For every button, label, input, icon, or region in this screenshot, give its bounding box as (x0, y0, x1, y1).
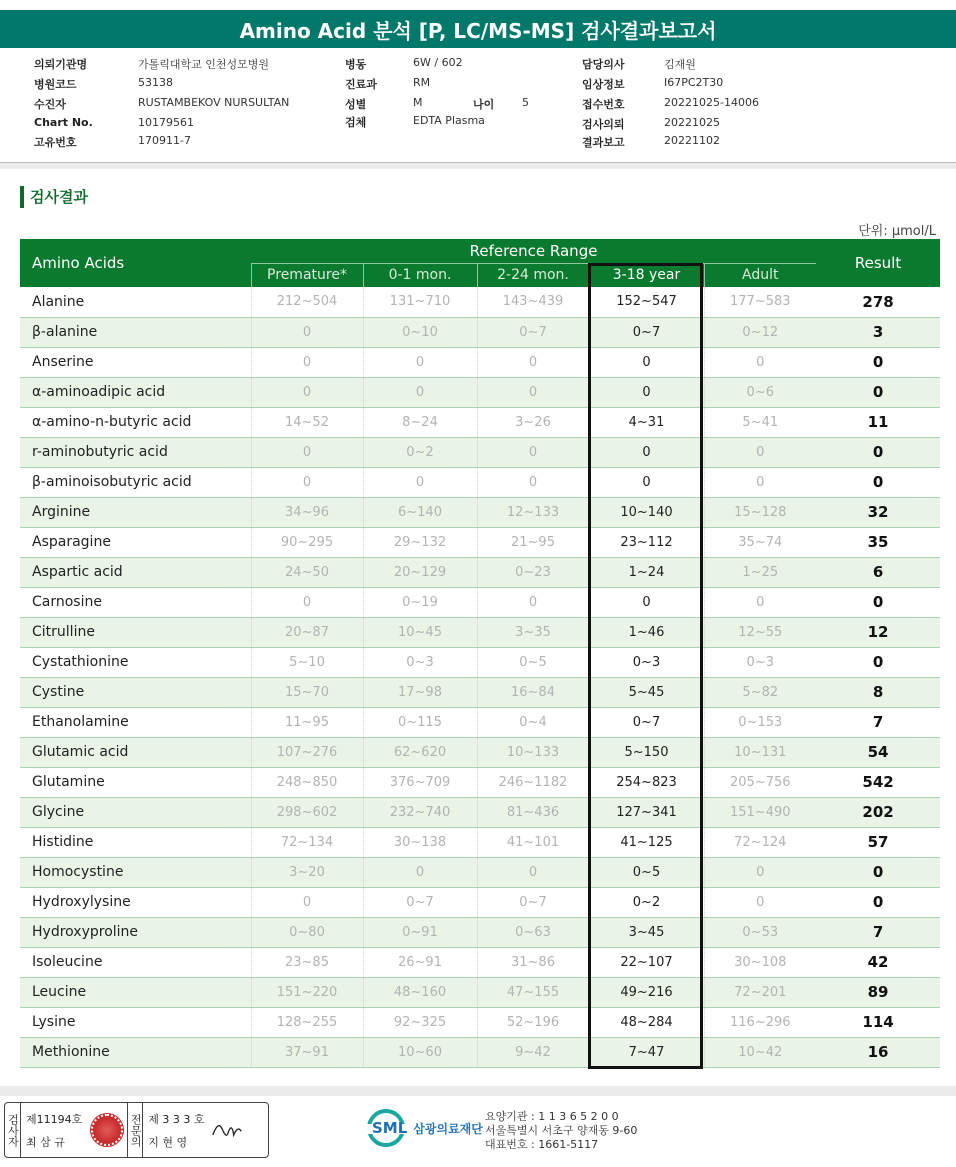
reference-range-cell: 15~128 (704, 497, 816, 527)
reference-range-cell: 0~2 (363, 437, 477, 467)
reference-range-cell: 72~134 (251, 827, 363, 857)
table-row (20, 467, 940, 497)
amino-acid-name: Ethanolamine (20, 707, 251, 737)
info-label: 병원코드 (34, 78, 77, 91)
reference-range-cell: 0~153 (704, 707, 816, 737)
table-row (20, 287, 940, 317)
table-row (20, 767, 940, 797)
reference-range-cell: 7~47 (589, 1037, 704, 1067)
table-row (20, 887, 940, 917)
info-label: 의뢰기관명 (34, 58, 88, 71)
reference-range-cell: 0 (704, 437, 816, 467)
reference-range-cell: 0~80 (251, 917, 363, 947)
info-label: 검체 (345, 116, 367, 129)
info-value: 10179561 (138, 116, 194, 129)
info-label: 임상정보 (582, 78, 625, 91)
table-row (20, 977, 940, 1007)
logo-text: SML (372, 1119, 408, 1137)
sml-logo (366, 1108, 483, 1148)
result-value: 0 (816, 437, 940, 467)
table-row (20, 737, 940, 767)
reference-range-cell: 90~295 (251, 527, 363, 557)
reference-range-cell: 81~436 (477, 797, 589, 827)
result-value: 8 (816, 677, 940, 707)
license-number: 제 3 3 3 호 (148, 1112, 205, 1126)
info-label: 병동 (345, 58, 367, 71)
reference-range-cell: 0 (477, 437, 589, 467)
reference-range-cell: 107~276 (251, 737, 363, 767)
reference-range-cell: 92~325 (363, 1007, 477, 1037)
result-value: 54 (816, 737, 940, 767)
result-value: 35 (816, 527, 940, 557)
amino-acid-name: Citrulline (20, 617, 251, 647)
reference-range-cell: 10~131 (704, 737, 816, 767)
info-value: 20221025 (664, 116, 720, 129)
reference-range-cell: 0~7 (589, 707, 704, 737)
reference-range-cell: 72~124 (704, 827, 816, 857)
info-label: Chart No. (34, 116, 93, 129)
reference-range-cell: 5~10 (251, 647, 363, 677)
org-name: 삼광의료재단 (413, 1121, 483, 1136)
table-row (20, 1007, 940, 1037)
signature-cell-2 (143, 1103, 209, 1157)
reference-range-cell: 5~82 (704, 677, 816, 707)
result-value: 6 (816, 557, 940, 587)
result-value: 12 (816, 617, 940, 647)
reference-range-cell: 10~45 (363, 617, 477, 647)
reference-range-cell: 3~26 (477, 407, 589, 437)
amino-acid-name: Histidine (20, 827, 251, 857)
reference-range-cell: 4~31 (589, 407, 704, 437)
reference-range-cell: 62~620 (363, 737, 477, 767)
result-value: 0 (816, 347, 940, 377)
header-0-1-mon: 0-1 mon. (363, 263, 477, 287)
reference-range-cell: 30~108 (704, 947, 816, 977)
signature-box (4, 1102, 269, 1158)
result-value: 202 (816, 797, 940, 827)
reference-range-cell: 5~150 (589, 737, 704, 767)
reference-range-cell: 0 (251, 437, 363, 467)
reference-range-cell: 48~160 (363, 977, 477, 1007)
signature-role-2 (127, 1103, 143, 1157)
reference-range-cell: 31~86 (477, 947, 589, 977)
reference-range-cell: 0 (589, 587, 704, 617)
reference-range-cell: 177~583 (704, 287, 816, 317)
info-value: EDTA Plasma (413, 114, 485, 127)
reference-range-cell: 205~756 (704, 767, 816, 797)
result-value: 42 (816, 947, 940, 977)
age-value: 5 (522, 96, 529, 109)
reference-range-cell: 152~547 (589, 287, 704, 317)
reference-range-cell: 0~91 (363, 917, 477, 947)
reference-range-cell: 0 (704, 467, 816, 497)
info-label: 담당의사 (582, 58, 625, 71)
info-label: 접수번호 (582, 98, 625, 111)
reference-range-cell: 37~91 (251, 1037, 363, 1067)
reference-range-cell: 0~19 (363, 587, 477, 617)
info-value: RUSTAMBEKOV NURSULTAN (138, 96, 290, 109)
reference-range-cell: 0~6 (704, 377, 816, 407)
reference-range-cell: 10~140 (589, 497, 704, 527)
result-value: 11 (816, 407, 940, 437)
reference-range-cell: 29~132 (363, 527, 477, 557)
reference-range-cell: 6~140 (363, 497, 477, 527)
reference-range-cell: 0~7 (589, 317, 704, 347)
signature-cell-1 (21, 1103, 87, 1157)
header-2-24-mon: 2-24 mon. (477, 263, 589, 287)
reference-range-cell: 14~52 (251, 407, 363, 437)
reference-range-cell: 0~7 (477, 887, 589, 917)
table-row (20, 947, 940, 977)
result-value: 0 (816, 857, 940, 887)
report-title: Amino Acid 분석 [P, LC/MS-MS] 검사결과보고서 (0, 10, 956, 48)
table-row (20, 497, 940, 527)
reference-range-cell: 0 (589, 467, 704, 497)
reference-range-cell: 0 (251, 377, 363, 407)
result-value: 0 (816, 377, 940, 407)
info-label: 성별 (345, 98, 367, 111)
reference-range-cell: 0 (704, 347, 816, 377)
reference-range-cell: 0 (251, 317, 363, 347)
reference-range-cell: 52~196 (477, 1007, 589, 1037)
reference-range-cell: 3~45 (589, 917, 704, 947)
table-row (20, 707, 940, 737)
info-label: 고유번호 (34, 136, 77, 149)
reference-range-cell: 8~24 (363, 407, 477, 437)
reference-range-cell: 23~112 (589, 527, 704, 557)
reference-range-cell: 49~216 (589, 977, 704, 1007)
reference-range-cell: 0~115 (363, 707, 477, 737)
reference-range-cell: 35~74 (704, 527, 816, 557)
reference-range-cell: 212~504 (251, 287, 363, 317)
reference-range-cell: 12~133 (477, 497, 589, 527)
info-label: 검사의뢰 (582, 118, 625, 131)
result-value: 542 (816, 767, 940, 797)
table-row (20, 527, 940, 557)
reference-range-cell: 0 (363, 347, 477, 377)
reference-range-cell: 128~255 (251, 1007, 363, 1037)
reference-range-cell: 0 (251, 887, 363, 917)
info-value: 170911-7 (138, 134, 191, 147)
reference-range-cell: 48~284 (589, 1007, 704, 1037)
reference-range-cell: 0 (477, 467, 589, 497)
amino-acid-name: Asparagine (20, 527, 251, 557)
reference-range-cell: 0 (704, 587, 816, 617)
reference-range-cell: 127~341 (589, 797, 704, 827)
amino-acid-name: α-amino-n-butyric acid (20, 407, 251, 437)
table-row (20, 617, 940, 647)
reference-range-cell: 22~107 (589, 947, 704, 977)
amino-acid-name: Anserine (20, 347, 251, 377)
reference-range-cell: 131~710 (363, 287, 477, 317)
reference-range-cell: 20~129 (363, 557, 477, 587)
amino-acid-name: Cystine (20, 677, 251, 707)
amino-acid-name: Glutamine (20, 767, 251, 797)
reference-range-cell: 12~55 (704, 617, 816, 647)
amino-acid-name: Glutamic acid (20, 737, 251, 767)
reference-range-cell: 376~709 (363, 767, 477, 797)
table-row (20, 407, 940, 437)
reference-range-cell: 41~101 (477, 827, 589, 857)
amino-acid-name: Hydroxyproline (20, 917, 251, 947)
info-label: 진료과 (345, 78, 377, 91)
reference-range-cell: 41~125 (589, 827, 704, 857)
amino-acid-name: r-aminobutyric acid (20, 437, 251, 467)
section-title: 검사결과 (20, 186, 88, 208)
signer-name: 지 현 영 (148, 1135, 188, 1149)
reference-range-cell: 0~7 (477, 317, 589, 347)
reference-range-cell: 0~3 (589, 647, 704, 677)
reference-range-cell: 23~85 (251, 947, 363, 977)
reference-range-cell: 0 (251, 587, 363, 617)
header-premature: Premature* (251, 263, 363, 287)
table-row (20, 587, 940, 617)
reference-range-cell: 1~46 (589, 617, 704, 647)
signature-scribble-icon (209, 1116, 247, 1145)
amino-acid-name: β-alanine (20, 317, 251, 347)
age-label: 나이 (473, 98, 495, 111)
reference-range-cell: 0 (589, 437, 704, 467)
info-value: 김재원 (664, 58, 696, 71)
amino-acid-name: Hydroxylysine (20, 887, 251, 917)
reference-range-cell: 0 (477, 587, 589, 617)
reference-range-cell: 17~98 (363, 677, 477, 707)
result-value: 0 (816, 647, 940, 677)
seal-stamp-icon (91, 1114, 123, 1146)
result-value: 32 (816, 497, 940, 527)
amino-acid-name: Isoleucine (20, 947, 251, 977)
reference-range-cell: 10~42 (704, 1037, 816, 1067)
signer-name: 최 삼 규 (26, 1135, 65, 1149)
result-value: 89 (816, 977, 940, 1007)
reference-range-cell: 30~138 (363, 827, 477, 857)
divider-band (0, 163, 956, 169)
reference-range-cell: 11~95 (251, 707, 363, 737)
reference-range-cell: 254~823 (589, 767, 704, 797)
amino-acid-name: Alanine (20, 287, 251, 317)
patient-info (0, 56, 956, 156)
result-value: 0 (816, 887, 940, 917)
reference-range-cell: 3~20 (251, 857, 363, 887)
reference-range-cell: 0 (704, 857, 816, 887)
reference-range-cell: 9~42 (477, 1037, 589, 1067)
header-reference-range: Reference Range (251, 239, 816, 263)
reference-range-cell: 0~2 (589, 887, 704, 917)
reference-range-cell: 26~91 (363, 947, 477, 977)
reference-range-cell: 248~850 (251, 767, 363, 797)
reference-range-cell: 0 (477, 347, 589, 377)
table-row (20, 557, 940, 587)
institution-number: 요양기관 : 1 1 3 6 5 2 0 0 (485, 1110, 619, 1123)
result-value: 0 (816, 467, 940, 497)
reference-range-cell: 5~45 (589, 677, 704, 707)
reference-range-cell: 0~7 (363, 887, 477, 917)
amino-acid-name: α-aminoadipic acid (20, 377, 251, 407)
info-value: 20221102 (664, 134, 720, 147)
amino-acid-name: Leucine (20, 977, 251, 1007)
org-contact (485, 1110, 637, 1152)
reference-range-cell: 1~24 (589, 557, 704, 587)
reference-range-cell: 0 (704, 887, 816, 917)
org-address: 서울특별시 서초구 양재동 9-60 (485, 1124, 638, 1137)
info-value: 가톨릭대학교 인천성모병원 (138, 58, 270, 71)
signature-role-1 (5, 1103, 21, 1157)
reference-range-cell: 21~95 (477, 527, 589, 557)
reference-range-cell: 0 (251, 347, 363, 377)
reference-range-cell: 0~4 (477, 707, 589, 737)
result-value: 278 (816, 287, 940, 317)
result-value: 16 (816, 1037, 940, 1067)
reference-range-cell: 143~439 (477, 287, 589, 317)
footer-divider (0, 1086, 956, 1096)
amino-acid-name: Glycine (20, 797, 251, 827)
unit-label: 단위: μmol/L (858, 224, 936, 239)
info-value: 53138 (138, 76, 173, 89)
reference-range-cell: 0 (477, 857, 589, 887)
info-label: 수진자 (34, 98, 66, 111)
reference-range-cell: 0 (363, 857, 477, 887)
role-char: 전문의 (129, 1113, 143, 1147)
reference-range-cell: 232~740 (363, 797, 477, 827)
reference-range-cell: 0 (363, 377, 477, 407)
reference-range-cell: 298~602 (251, 797, 363, 827)
amino-acid-name: Cystathionine (20, 647, 251, 677)
reference-range-cell: 0 (589, 347, 704, 377)
reference-range-cell: 34~96 (251, 497, 363, 527)
table-row (20, 347, 940, 377)
result-value: 7 (816, 707, 940, 737)
reference-range-cell: 10~133 (477, 737, 589, 767)
result-value: 7 (816, 917, 940, 947)
table-row (20, 437, 940, 467)
reference-range-cell: 0~5 (477, 647, 589, 677)
result-value: 3 (816, 317, 940, 347)
reference-range-cell: 47~155 (477, 977, 589, 1007)
reference-range-cell: 0~23 (477, 557, 589, 587)
header-result: Result (816, 239, 940, 287)
result-value: 57 (816, 827, 940, 857)
reference-range-cell: 16~84 (477, 677, 589, 707)
header-3-18-year: 3-18 year (589, 263, 704, 287)
results-table (20, 239, 940, 1068)
reference-range-cell: 0~63 (477, 917, 589, 947)
reference-range-cell: 246~1182 (477, 767, 589, 797)
reference-range-cell: 1~25 (704, 557, 816, 587)
table-row (20, 857, 940, 887)
info-value: 6W / 602 (413, 56, 463, 69)
info-value: M (413, 96, 423, 109)
info-value: I67PC2T30 (664, 76, 724, 89)
table-row (20, 797, 940, 827)
reference-range-cell: 0 (363, 467, 477, 497)
reference-range-cell: 151~220 (251, 977, 363, 1007)
reference-range-cell: 0~10 (363, 317, 477, 347)
role-char: 검사자 (6, 1113, 20, 1147)
reference-range-cell: 5~41 (704, 407, 816, 437)
reference-range-cell: 151~490 (704, 797, 816, 827)
table-row (20, 647, 940, 677)
reference-range-cell: 0 (589, 377, 704, 407)
reference-range-cell: 0~53 (704, 917, 816, 947)
reference-range-cell: 72~201 (704, 977, 816, 1007)
table-row (20, 827, 940, 857)
reference-range-cell: 0 (251, 467, 363, 497)
amino-acid-name: Homocystine (20, 857, 251, 887)
amino-acid-name: Arginine (20, 497, 251, 527)
reference-range-cell: 0~12 (704, 317, 816, 347)
amino-acid-name: Lysine (20, 1007, 251, 1037)
license-number: 제11194호 (26, 1112, 83, 1126)
reference-range-cell: 116~296 (704, 1007, 816, 1037)
table-row (20, 1037, 940, 1067)
info-value: 20221025-14006 (664, 96, 759, 109)
info-value: RM (413, 76, 431, 89)
reference-range-cell: 3~35 (477, 617, 589, 647)
result-value: 114 (816, 1007, 940, 1037)
reference-range-cell: 15~70 (251, 677, 363, 707)
table-row (20, 377, 940, 407)
reference-range-cell: 0~5 (589, 857, 704, 887)
reference-range-cell: 0~3 (704, 647, 816, 677)
table-row (20, 317, 940, 347)
reference-range-cell: 0 (477, 377, 589, 407)
header-adult: Adult (704, 263, 816, 287)
header-amino-acids: Amino Acids (20, 239, 251, 287)
reference-range-cell: 24~50 (251, 557, 363, 587)
result-value: 0 (816, 587, 940, 617)
amino-acid-name: β-aminoisobutyric acid (20, 467, 251, 497)
reference-range-cell: 10~60 (363, 1037, 477, 1067)
table-row (20, 917, 940, 947)
reference-range-cell: 20~87 (251, 617, 363, 647)
reference-range-cell: 0~3 (363, 647, 477, 677)
table-row (20, 677, 940, 707)
org-phone: 대표번호 : 1661-5117 (485, 1138, 599, 1151)
amino-acid-name: Methionine (20, 1037, 251, 1067)
amino-acid-name: Aspartic acid (20, 557, 251, 587)
info-label: 결과보고 (582, 136, 625, 149)
amino-acid-name: Carnosine (20, 587, 251, 617)
